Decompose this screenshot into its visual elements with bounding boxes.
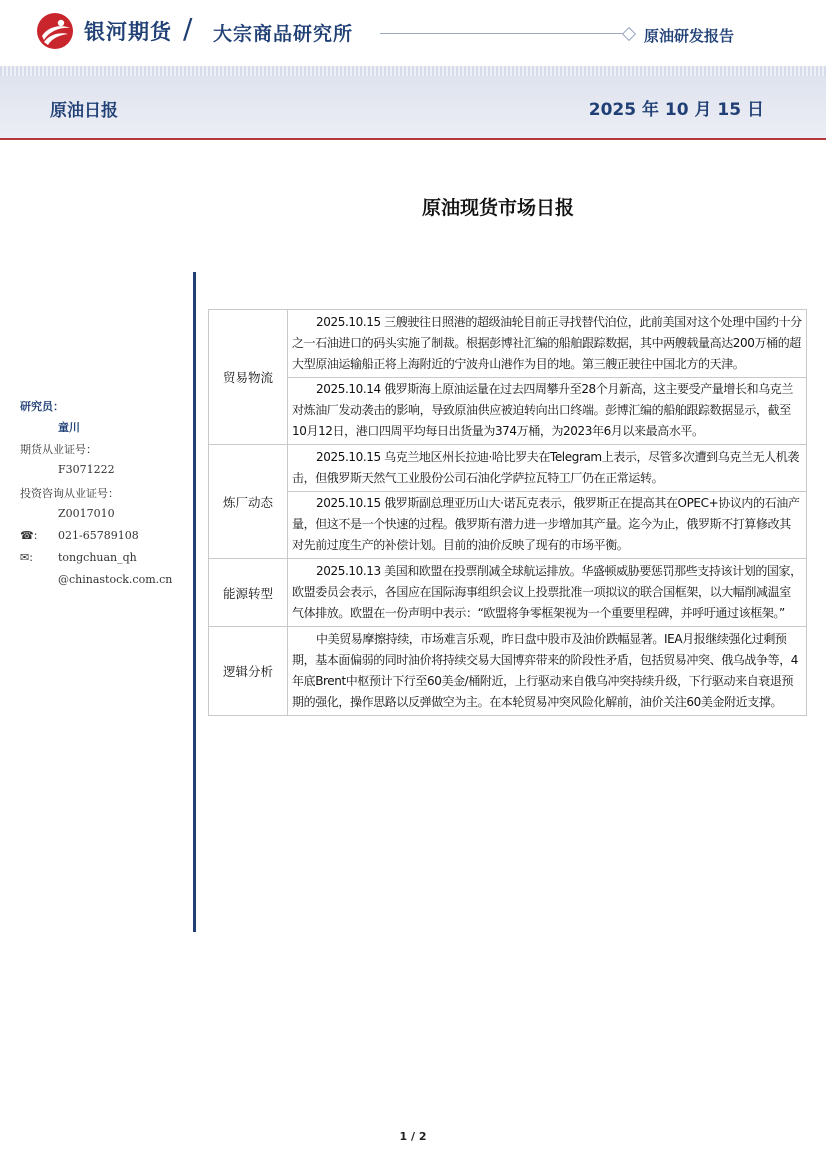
paragraph: 2025.10.14 俄罗斯海上原油运量在过去四周攀升至28个月新高，这主要受产量增长和乌克兰对炼油厂发动袭击的影响，导致原油供应被迫转向出口终端。彭博汇编的船舶跟踪数据显示，截至10月12日，港口四周平均每日出货量为374万桶，为2023年6月以来最高水平。 xyxy=(288,377,806,442)
advisory-label: 投资咨询从业证号： xyxy=(20,487,119,500)
section-body-trade xyxy=(288,310,807,445)
page-title: 原油现货市场日报 xyxy=(421,197,574,219)
researcher-name: 童川 xyxy=(58,421,80,434)
section-label-energy: 能源转型 xyxy=(209,559,288,627)
brand-name: 银河期货 xyxy=(84,20,172,44)
paragraph: 2025.10.15 乌克兰地区州长拉迪·哈比罗夫在Telegram上表示，尽管多次遭到乌克兰无人机袭击，但俄罗斯天然气工业股份公司石油化学萨拉瓦特工厂仍在正常运转。 xyxy=(292,450,799,485)
section-body-logic xyxy=(288,627,807,716)
table-row xyxy=(209,445,807,559)
header-divider: / xyxy=(183,12,193,45)
section-label-logic: 逻辑分析 xyxy=(209,627,288,716)
table-row xyxy=(209,559,807,627)
email-line-1[interactable]: tongchuan_qh xyxy=(58,551,137,564)
table-row xyxy=(209,310,807,445)
researcher-label: 研究员： xyxy=(20,400,64,413)
paragraph: 2025.10.15 俄罗斯副总理亚历山大·诺瓦克表示，俄罗斯正在提高其在OPEC+协议内的石油产量，但这不是一个快速的过程。俄罗斯有潜力进一步增加其产量。迄今为止，俄罗斯不打算修改其对先前过度生产的补偿计划。目前的油价反映了现有的市场平衡。 xyxy=(288,491,806,556)
phone-number: 021-65789108 xyxy=(58,529,139,542)
cert-number: F3071222 xyxy=(58,463,115,476)
institute-name: 大宗商品研究所 xyxy=(213,23,354,45)
paragraph: 2025.10.15 三艘驶往日照港的超级油轮目前正寻找替代泊位，此前美国对这个处理中国约十分之一石油进口的码头实施了制裁。根据彭博社汇编的船舶跟踪数据，其中两艘载量高达200万桶的超大型原油运输船正将上海附近的宁波舟山港作为目的地。第三艘正驶往中国北方的天津。 xyxy=(292,315,802,371)
section-body-energy xyxy=(288,559,807,627)
mail-icon: ✉: xyxy=(20,551,33,564)
report-header xyxy=(0,0,826,66)
section-body-refinery xyxy=(288,445,807,559)
section-label-refinery: 炼厂动态 xyxy=(209,445,288,559)
diamond-icon xyxy=(622,27,636,41)
report-date: 2025 年 10 月 15 日 xyxy=(588,100,764,120)
galaxy-logo-icon xyxy=(36,12,74,50)
advisory-number: Z0017010 xyxy=(58,507,115,520)
report-series-title: 原油日报 xyxy=(50,101,118,121)
phone-icon: ☎: xyxy=(20,529,38,542)
report-type: 原油研发报告 xyxy=(644,27,735,45)
section-label-trade: 贸易物流 xyxy=(209,310,288,445)
header-connector-line xyxy=(380,33,628,34)
cert-label: 期货从业证号： xyxy=(20,443,97,456)
email-line-2[interactable]: @chinastock.com.cn xyxy=(58,573,173,586)
header-stripe xyxy=(0,66,826,76)
sidebar-divider xyxy=(193,272,196,932)
title-band-rule xyxy=(0,138,826,140)
paragraph: 中美贸易摩擦持续，市场难言乐观，昨日盘中股市及油价跌幅显著。IEA月报继续强化过剩预期，基本面偏弱的同时油价将持续交易大国博弈带来的阶段性矛盾，包括贸易冲突、俄乌战争等，4年底Brent中枢预计下行至60美金/桶附近，上行驱动来自俄乌冲突持续升级，下行驱动来自衰退预期的强化，操作思路以反弹做空为主。在本轮贸易冲突风险化解前，油价关注60美金附近支撑。 xyxy=(292,632,799,709)
page-number: 1 / 2 xyxy=(399,1130,427,1143)
table-row xyxy=(209,627,807,716)
paragraph: 2025.10.13 美国和欧盟在投票削减全球航运排放。华盛顿威胁要惩罚那些支持该计划的国家，欧盟委员会表示，各国应在国际海事组织会议上投票批准一项拟议的联合国框架，以大幅削减温室气体排放。欧盟在一份声明中表示：“欧盟将争零框架视为一个重要里程碑，并呼吁通过该框架。” xyxy=(292,564,802,620)
news-table xyxy=(208,309,807,716)
